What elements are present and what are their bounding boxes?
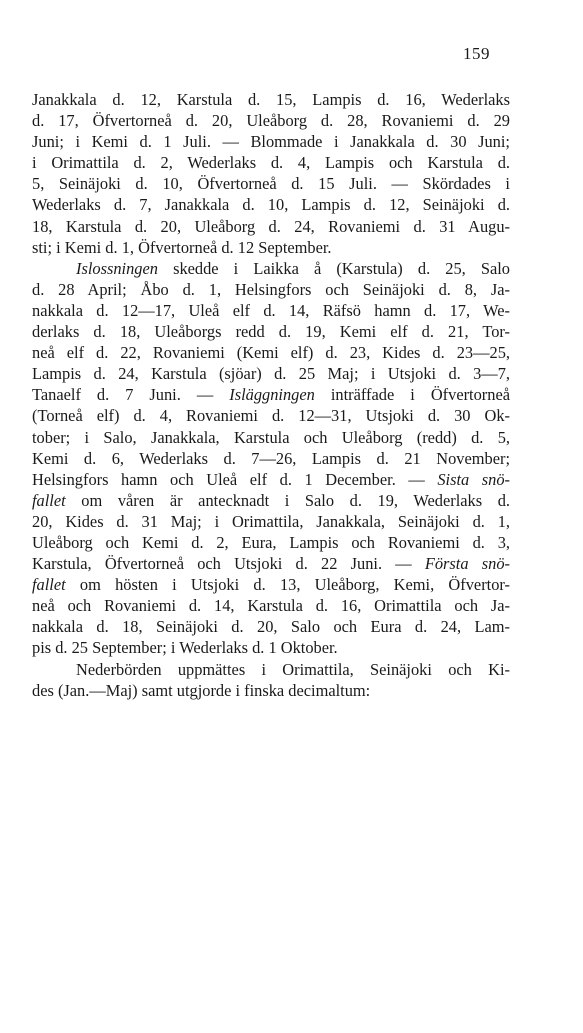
text-line [32,511,510,532]
text-line [32,279,510,300]
text-segment: Janakkala d. 12, Karstula d. 15, Lampis d. 16, Wederlaks [32,90,510,109]
text-line [32,194,510,215]
text-segment: 18, Karstula d. 20, Uleåborg d. 24, Rovaniemi d. 31 Augu- [32,216,510,236]
text-segment: Helsingfors hamn och Uleå elf d. 1 December. — [32,469,438,489]
text-segment: inträffade i Öfvertorneå [314,385,510,405]
italic-term: Sista snö- [437,469,511,489]
text-line [32,680,510,701]
text-segment: 5, Seinäjoki d. 10, Öfvertorneå d. 15 Juli. — Skördades i [32,174,510,194]
text-line [32,131,510,152]
text-segment: tober; i Salo, Janakkala, Karstula och Uleåborg (redd) d. 5, [32,427,510,447]
italic-term: Första snö- [424,554,510,574]
text-segment: Juni; i Kemi d. 1 Juli. — Blommade i Janakkala d. 30 Juni; [32,132,510,152]
italic-term: Islossningen [76,258,158,278]
text-segment: 20, Kides d. 31 Maj; i Orimattila, Janakkala, Seinäjoki d. 1, [32,511,510,531]
text-line [32,490,510,511]
text-line [32,637,510,658]
text-line [32,616,510,637]
text-segment: Nederbörden uppmättes i Orimattila, Seinäjoki och Ki- [76,659,510,679]
text-line [32,659,510,680]
italic-term: fallet [32,575,66,595]
text-segment: (Torneå elf) d. 4, Rovaniemi d. 12—31, Utsjoki d. 30 Ok- [32,406,510,426]
text-segment: sti; i Kemi d. 1, Öfvertorneå d. 12 September. [32,237,332,257]
text-segment: i Orimattila d. 2, Wederlaks d. 4, Lampis och Karstula d. [32,153,510,173]
text-line [32,427,510,448]
text-segment: om våren är antecknadt i Salo d. 19, Wederlaks d. [65,490,510,510]
text-line [32,405,510,426]
text-line [32,469,510,490]
text-line [32,553,510,574]
text-segment: Tanaelf d. 7 Juni. — [32,385,230,405]
text-segment: Karstula, Öfvertorneå och Utsjoki d. 22 Juni. — [32,554,425,574]
text-segment: Uleåborg och Kemi d. 2, Eura, Lampis och Rovaniemi d. 3, [32,532,510,552]
text-segment: skedde i Laikka å (Karstula) d. 25, Salo [157,258,510,278]
text-line [32,258,510,279]
text-segment: neå och Rovaniemi d. 14, Karstula d. 16, Orimattila och Ja- [32,596,510,616]
text-line [32,384,510,405]
text-line [32,110,510,131]
text-line [32,342,510,363]
text-line [32,321,510,342]
text-line [32,152,510,173]
text-line [32,173,510,194]
text-line [32,216,510,237]
italic-term: fallet [32,490,66,510]
text-segment: d. 28 April; Åbo d. 1, Helsingfors och Seinäjoki d. 8, Ja- [32,279,510,299]
text-segment: des (Jan.—Maj) samt utgjorde i finska decimaltum: [32,680,371,700]
text-segment: nakkala d. 12—17, Uleå elf d. 14, Räfsö hamn d. 17, We- [32,300,510,320]
body-text [32,89,510,701]
page-number: 159 [463,44,490,63]
text-segment: om hösten i Utsjoki d. 13, Uleåborg, Kemi, Öfvertor- [65,575,510,595]
text-segment: neå elf d. 22, Rovaniemi (Kemi elf) d. 23, Kides d. 23—25, [32,343,510,363]
text-line [32,448,510,469]
text-segment: pis d. 25 September; i Wederlaks d. 1 Oktober. [32,638,338,658]
text-segment: d. 17, Öfvertorneå d. 20, Uleåborg d. 28, Rovaniemi d. 29 [32,111,510,131]
text-segment: Lampis d. 24, Karstula (sjöar) d. 25 Maj; i Utsjoki d. 3—7, [32,364,510,384]
text-segment: Wederlaks d. 7, Janakkala d. 10, Lampis d. 12, Seinäjoki d. [32,195,510,215]
text-line [32,363,510,384]
text-segment: derlaks d. 18, Uleåborgs redd d. 19, Kemi elf d. 21, Tor- [32,322,510,342]
text-segment: Kemi d. 6, Wederlaks d. 7—26, Lampis d. 21 November; [32,448,510,468]
text-line [32,237,510,258]
text-segment: nakkala d. 18, Seinäjoki d. 20, Salo och Eura d. 24, Lam- [32,617,510,637]
text-line [32,574,510,595]
italic-term: Isläggningen [229,385,315,405]
text-line [32,300,510,321]
text-line [32,89,510,110]
text-line [32,595,510,616]
text-line [32,532,510,553]
